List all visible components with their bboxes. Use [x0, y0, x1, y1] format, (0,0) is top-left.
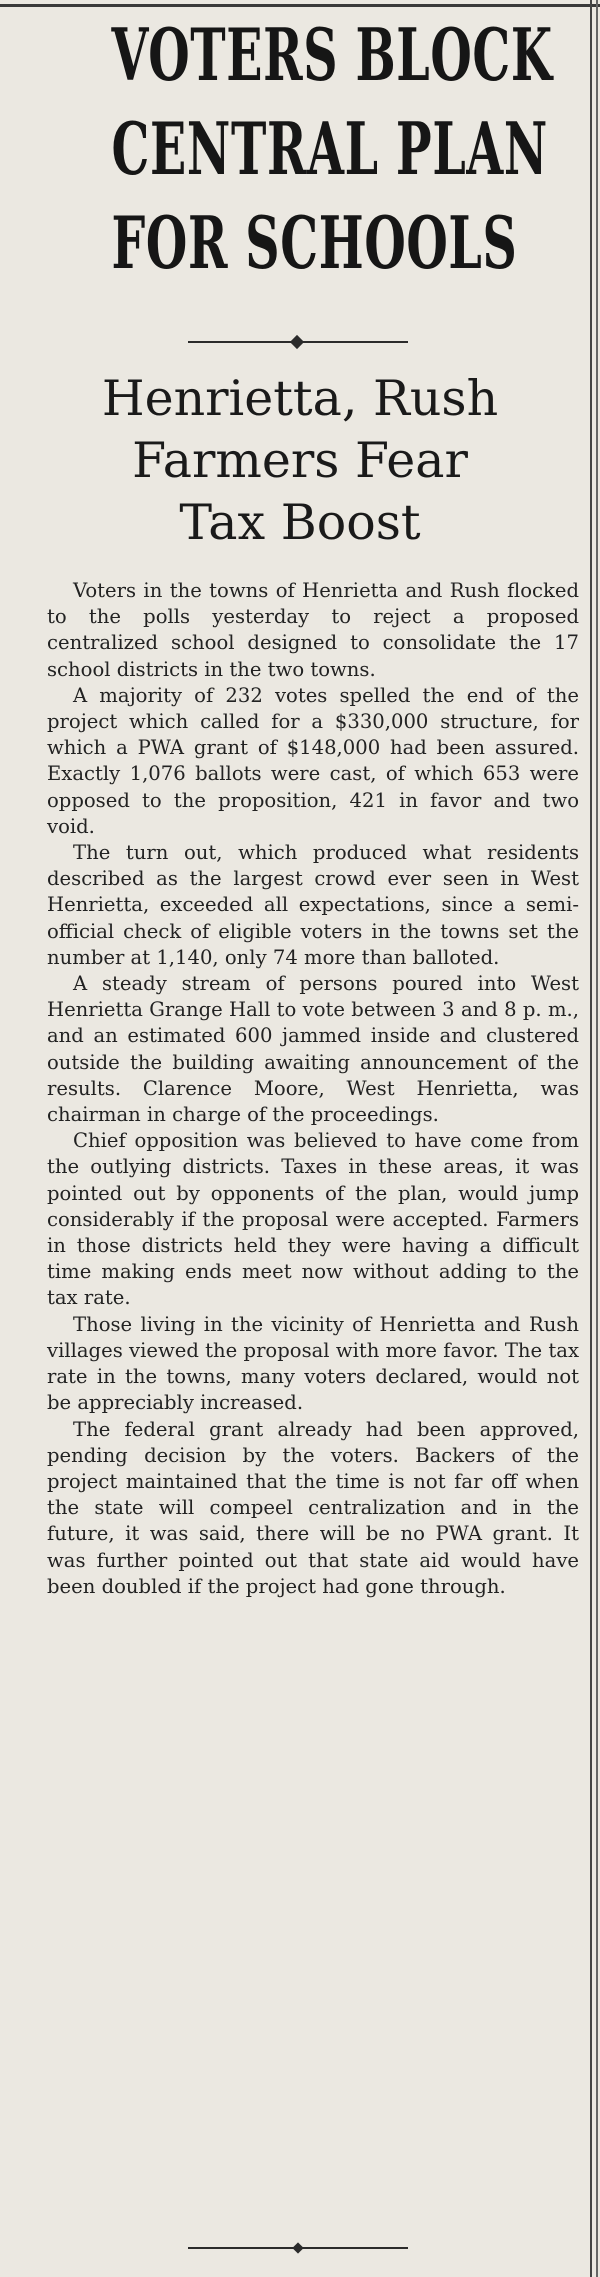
right-column-rule — [590, 0, 592, 2277]
headline-separator — [188, 341, 408, 343]
article-paragraph: Chief opposition was believed to have come from the outlying districts. Taxes in these areas, it was pointed out by opponents of the plan, would jump considerably if the proposal were accepted. Farmers in those districts held they were having a difficult time making ends meet now without adding to the tax rate. — [47, 1129, 579, 1310]
article-paragraph: The federal grant already had been approved, pending decision by the voters. Backers of the project maintained that the time is not far off when the state will compeel centralization and in the future, it was said, there will be no PWA grant. It was further pointed out that state aid would have been doubled if the project had gone through. — [47, 1417, 579, 1598]
headline-line-1: VOTERS BLOCK — [111, 12, 553, 97]
article-paragraph: Those living in the vicinity of Henrietta and Rush villages viewed the proposal with more favor. The tax rate in the towns, many voters declared, would not be appreciably increased. — [47, 1312, 579, 1415]
end-separator — [188, 2247, 408, 2249]
article-paragraph: Voters in the towns of Henrietta and Rush flocked to the polls yesterday to reject a proposed centralized school designed to consolidate the 17 school districts in the two towns. — [47, 579, 579, 681]
article-paragraph: A majority of 232 votes spelled the end of the project which called for a $330,000 structure, for which a PWA grant of $148,000 had been assured. Exactly 1,076 ballots were cast, of which 653 were opposed to the proposition, 421 in favor and two void. — [47, 683, 579, 838]
end-diamond-icon — [292, 2242, 303, 2253]
subheadline-line-3: Tax Boost — [179, 494, 421, 551]
headline — [111, 8, 553, 290]
right-edge-rule — [596, 0, 598, 2277]
article-paragraph: The turn out, which produced what residents described as the largest crowd ever seen in West Henrietta, exceeded all expectations, since a semi-official check of eligible voters in the towns set the number at 1,140, only 74 more than balloted. — [47, 841, 579, 969]
article-paragraph: A steady stream of persons poured into West Henrietta Grange Hall to vote between 3 and 8 p. m., and an estimated 600 jammed inside and clustered outside the building awaiting announcement of the results. Clarence Moore, West Henrietta, was chairman in charge of the proceedings. — [47, 972, 579, 1127]
subheadline-line-2: Farmers Fear — [132, 432, 468, 489]
article-body — [47, 578, 579, 1600]
subheadline-line-1: Henrietta, Rush — [101, 370, 499, 427]
headline-line-3: FOR SCHOOLS — [111, 200, 518, 285]
top-column-rule — [0, 4, 600, 7]
separator-diamond-icon — [290, 335, 304, 349]
headline-line-2: CENTRAL PLAN — [111, 106, 549, 191]
subheadline — [30, 368, 570, 554]
